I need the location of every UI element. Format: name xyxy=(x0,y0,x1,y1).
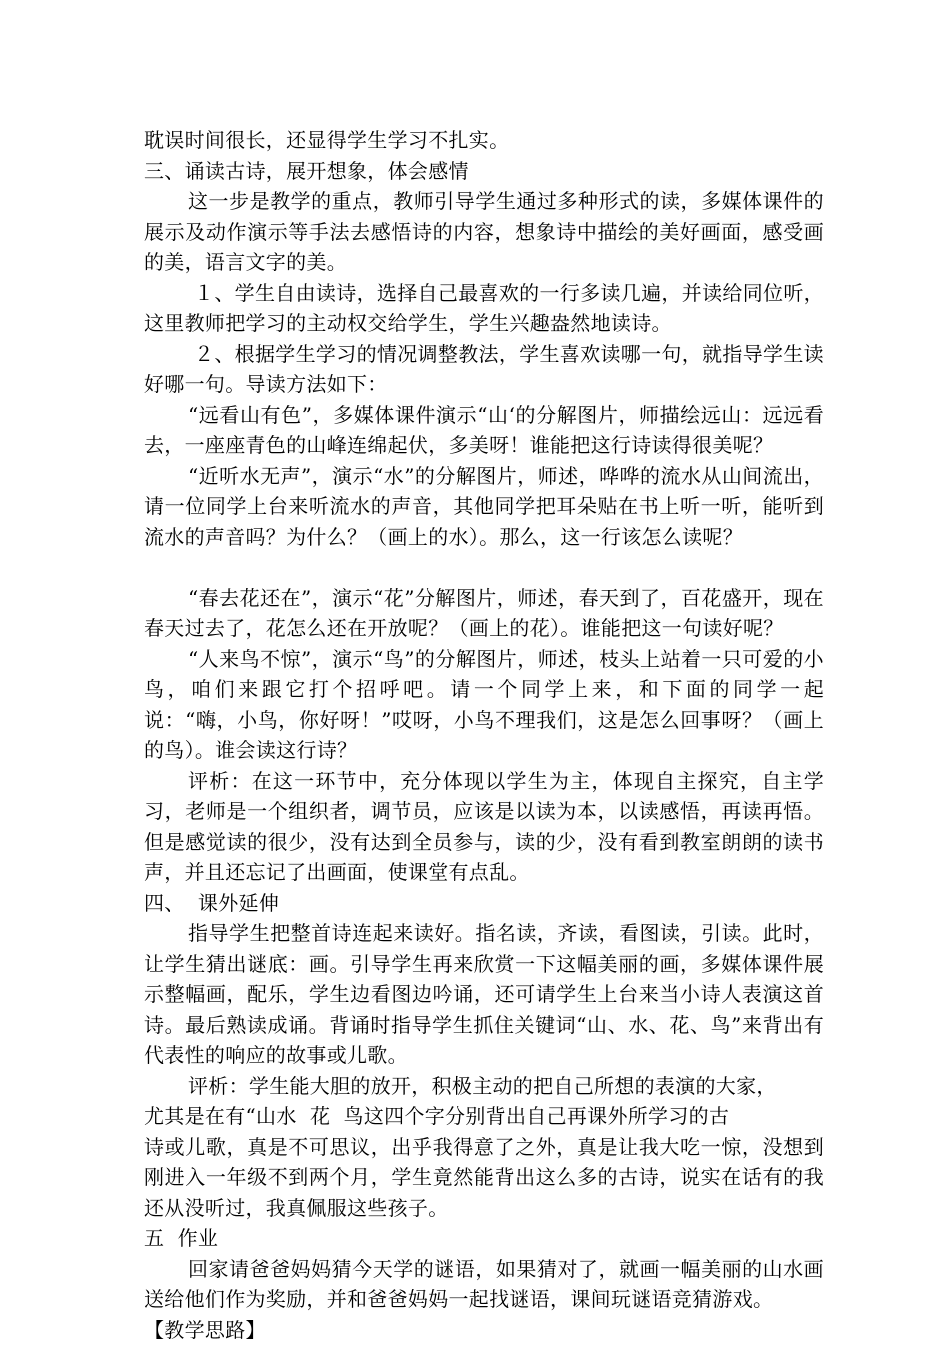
section-6-heading: 【教学思路】 xyxy=(144,1315,824,1345)
paragraph-focus: 这一步是教学的重点，教师引导学生通过多种形式的读，多媒体课件的展示及动作演示等手法去感悟诗的内容，想象诗中描绘的美好画面，感受画的美，语言文字的美。 xyxy=(144,186,824,278)
section-4-heading: 四、 课外延伸 xyxy=(144,888,824,919)
paragraph-homework: 回家请爸爸妈妈猜今天学的谜语，如果猜对了，就画一幅美丽的山水画送给他们作为奖励，并和爸爸妈妈一起找谜语，课间玩谜语竞猜游戏。 xyxy=(144,1254,824,1315)
paragraph-mountain: “远看山有色”，多媒体课件演示“山‘的分解图片，师描绘远山：远远看去，一座座青色的山峰连绵起伏，多美呀！谁能把这行诗读得很美呢？ xyxy=(144,400,824,461)
document-body xyxy=(144,125,824,1345)
paragraph-review-1: 评析：在这一环节中，充分体现以学生为主，体现自主探究，自主学习，老师是一个组织者，调节员，应该是以读为本，以读感悟，再读再悟。但是感觉读的很少，没有达到全员参与，读的少，没有看到教室朗朗的读书声，并且还忘记了出画面，使课堂有点乱。 xyxy=(144,766,824,888)
paragraph-flower: “春去花还在”，演示“花”分解图片，师述，春天到了，百花盛开，现在春天过去了，花怎么还在开放呢？（画上的花）。谁能把这一句读好呢？ xyxy=(144,583,824,644)
paragraph-review-2-rest: 诗或儿歌，真是不可思议，出乎我得意了之外，真是让我大吃一惊，没想到刚进入一年级不到两个月，学生竟然能背出这么多的古诗，说实在话有的我还从没听过，我真佩服这些孩子。 xyxy=(144,1132,824,1224)
paragraph-extension: 指导学生把整首诗连起来读好。指名读，齐读，看图读，引读。此时，让学生猜出谜底：画。引导学生再来欣赏一下这幅美丽的画，多媒体课件展示整幅画，配乐，学生边看图边吟诵，还可请学生上台来当小诗人表演这首诗。最后熟读成诵。背诵时指导学生抓住关键词“山、水、花、鸟”来背出有代表性的响应的故事或儿歌。 xyxy=(144,918,824,1071)
intro-line: 耽误时间很长，还显得学生学习不扎实。 xyxy=(144,125,824,156)
section-3-heading: 三、诵读古诗，展开想象，体会感情 xyxy=(144,156,824,187)
paragraph-step-2: ２、根据学生学习的情况调整教法，学生喜欢读哪一句，就指导学生读好哪一句。导读方法如下： xyxy=(144,339,824,400)
paragraph-review-2-line-1: 评析：学生能大胆的放开，积极主动的把自己所想的表演的大家， xyxy=(144,1071,824,1102)
section-5-heading: 五 作业 xyxy=(144,1223,824,1254)
blank-line xyxy=(144,552,824,583)
paragraph-bird: “人来鸟不惊”，演示“鸟”的分解图片，师述，枝头上站着一只可爱的小鸟，咱们来跟它打个招呼吧。请一个同学上来，和下面的同学一起说：“嗨，小鸟，你好呀！”哎呀，小鸟不理我们，这是怎么回事呀？（画上的鸟）。谁会读这行诗？ xyxy=(144,644,824,766)
paragraph-review-2-line-2: 尤其是在有“山水 花 鸟这四个字分别背出自己再课外所学习的古 xyxy=(144,1101,824,1132)
paragraph-step-1: １、学生自由读诗，选择自己最喜欢的一行多读几遍，并读给同位听，这里教师把学习的主动权交给学生，学生兴趣盎然地读诗。 xyxy=(144,278,824,339)
paragraph-water: “近听水无声”，演示“水”的分解图片，师述，哗哗的流水从山间流出，请一位同学上台来听流水的声音，其他同学把耳朵贴在书上听一听，能听到流水的声音吗？为什么？（画上的水）。那么，这一行该怎么读呢？ xyxy=(144,461,824,553)
